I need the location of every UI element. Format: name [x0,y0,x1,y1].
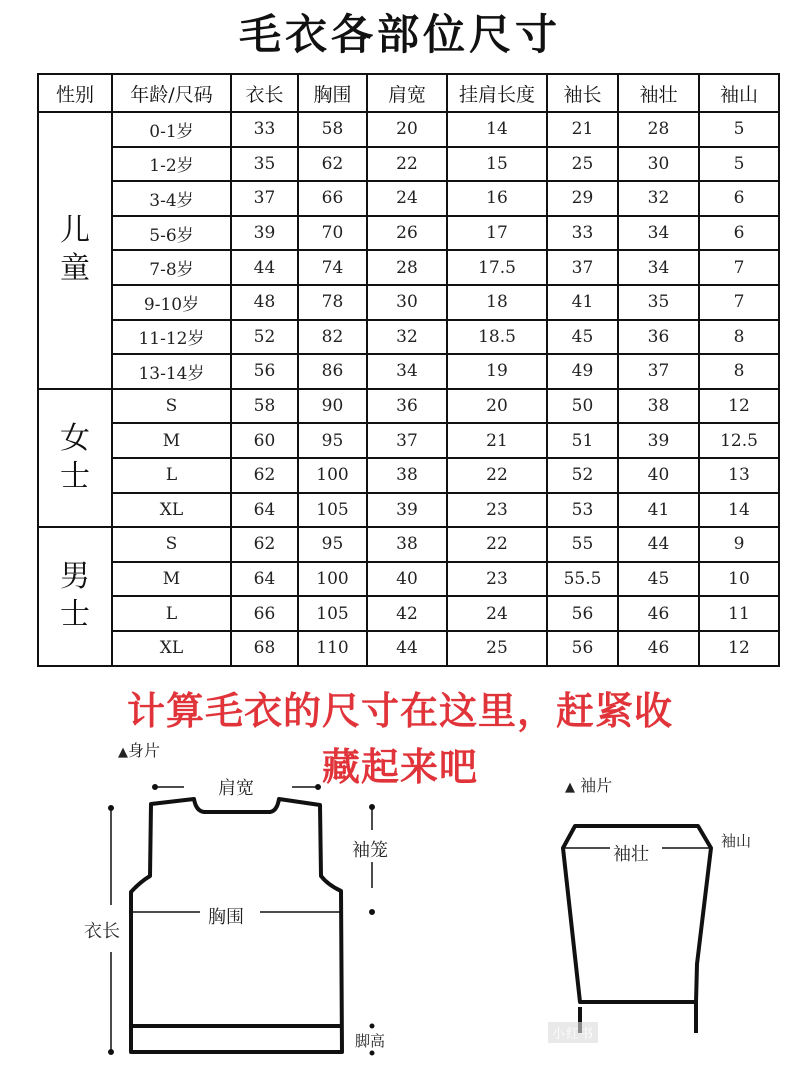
measurement-cell: 7 [699,250,779,285]
slogan-line-2: 藏起来吧 [321,745,478,789]
armhole-label: 袖笼 [352,840,388,861]
header-chest: 胸围 [298,74,367,112]
measurement-cell: 6 [699,181,779,216]
measurement-cell: 28 [367,250,447,285]
measurement-cell: 82 [298,320,367,355]
measurement-cell: 64 [231,493,298,528]
measurement-cell: 44 [367,631,447,666]
measurement-cell: 32 [618,181,699,216]
measurement-cell: 78 [298,285,367,320]
size-cell: 0-1岁 [112,112,231,147]
measurement-cell: 42 [367,596,447,631]
chest-label: 胸围 [208,907,244,928]
size-cell: 5-6岁 [112,216,231,251]
measurement-cell: 14 [447,112,547,147]
measurement-cell: 37 [618,354,699,389]
measurement-cell: 49 [547,354,618,389]
group-label: 儿 童 [38,112,112,389]
measurement-cell: 60 [231,423,298,458]
measurement-cell: 40 [618,458,699,493]
measurement-cell: 8 [699,354,779,389]
measurement-cell: 17 [447,216,547,251]
measurement-cell: 11 [699,596,779,631]
measurement-cell: 45 [618,562,699,597]
measurement-cell: 21 [547,112,618,147]
header-sleeve-cap: 袖山 [699,74,779,112]
measurement-cell: 55.5 [547,562,618,597]
size-cell: 1-2岁 [112,147,231,182]
measurement-cell: 37 [367,423,447,458]
measurement-cell: 18.5 [447,320,547,355]
sleeve-width-label: 袖壮 [613,844,649,865]
header-age-size: 年龄/尺码 [112,74,231,112]
triangle-up-icon: ▲ [565,780,575,795]
sleeve-cap-label: 袖山 [721,832,752,850]
measurement-cell: 29 [547,181,618,216]
measurement-cell: 17.5 [447,250,547,285]
measurement-cell: 9 [699,527,779,562]
measurement-cell: 35 [231,147,298,182]
header-shoulder: 肩宽 [367,74,447,112]
measurement-cell: 34 [367,354,447,389]
size-cell: S [112,389,231,424]
measurement-cell: 21 [447,423,547,458]
measurement-cell: 41 [618,493,699,528]
measurement-cell: 37 [231,181,298,216]
size-cell: M [112,423,231,458]
body-piece-caption: ▲身片 [118,741,161,760]
triangle-up-icon: ▲ [118,745,128,760]
measurement-cell: 23 [447,493,547,528]
measurement-cell: 20 [367,112,447,147]
measurement-cell: 46 [618,631,699,666]
measurement-cell: 38 [618,389,699,424]
measurement-cell: 100 [298,458,367,493]
measurement-cell: 33 [231,112,298,147]
measurement-cell: 62 [231,527,298,562]
measurement-cell: 39 [618,423,699,458]
measurement-cell: 50 [547,389,618,424]
measurement-cell: 70 [298,216,367,251]
header-length: 衣长 [231,74,298,112]
measurement-cell: 28 [618,112,699,147]
measurement-cell: 22 [447,458,547,493]
measurement-cell: 53 [547,493,618,528]
measurement-cell: 22 [367,147,447,182]
size-cell: M [112,562,231,597]
header-sleeve-length: 袖长 [547,74,618,112]
slogan-line-1: 计算毛衣的尺寸在这里，赶紧收 [126,689,673,733]
measurement-cell: 37 [547,250,618,285]
measurement-cell: 32 [367,320,447,355]
garment-length-label: 衣长 [84,921,120,942]
size-cell: S [112,527,231,562]
group-label: 男 士 [38,527,112,665]
measurement-cell: 100 [298,562,367,597]
measurement-cell: 56 [231,354,298,389]
measurement-cell: 41 [547,285,618,320]
measurement-cell: 25 [447,631,547,666]
hem-height-label: 脚高 [355,1032,386,1050]
measurement-cell: 45 [547,320,618,355]
measurement-cell: 55 [547,527,618,562]
measurement-cell: 48 [231,285,298,320]
measurement-cell: 95 [298,527,367,562]
sleeve-piece-diagram [563,826,711,1033]
measurement-cell: 46 [618,596,699,631]
measurement-cell: 36 [618,320,699,355]
header-gender: 性别 [38,74,112,112]
measurement-cell: 52 [231,320,298,355]
size-cell: L [112,596,231,631]
measurement-cell: 25 [547,147,618,182]
measurement-cell: 56 [547,596,618,631]
measurement-cell: 30 [367,285,447,320]
measurement-cell: 90 [298,389,367,424]
measurement-cell: 39 [367,493,447,528]
size-cell: 13-14岁 [112,354,231,389]
size-cell: 11-12岁 [112,320,231,355]
measurement-cell: 5 [699,112,779,147]
sleeve-piece-caption: ▲ 袖片 [565,776,613,795]
measurement-cell: 66 [298,181,367,216]
measurement-cell: 74 [298,250,367,285]
measurement-cell: 58 [298,112,367,147]
measurement-cell: 12.5 [699,423,779,458]
measurement-cell: 86 [298,354,367,389]
watermark: 小红书 [548,1022,598,1043]
measurement-cell: 62 [231,458,298,493]
measurement-cell: 38 [367,458,447,493]
measurement-cell: 19 [447,354,547,389]
size-cell: 9-10岁 [112,285,231,320]
measurement-cell: 56 [547,631,618,666]
size-cell: 7-8岁 [112,250,231,285]
measurement-cell: 14 [699,493,779,528]
measurement-cell: 58 [231,389,298,424]
measurement-cell: 66 [231,596,298,631]
measurement-cell: 44 [231,250,298,285]
measurement-cell: 105 [298,493,367,528]
size-cell: L [112,458,231,493]
measurement-cell: 8 [699,320,779,355]
measurement-cell: 16 [447,181,547,216]
measurement-cell: 68 [231,631,298,666]
measurement-cell: 36 [367,389,447,424]
measurement-cell: 33 [547,216,618,251]
measurement-cell: 13 [699,458,779,493]
measurement-cell: 24 [367,181,447,216]
measurement-cell: 44 [618,527,699,562]
measurement-cell: 26 [367,216,447,251]
measurement-cell: 38 [367,527,447,562]
measurement-cell: 10 [699,562,779,597]
measurement-cell: 105 [298,596,367,631]
measurement-cell: 64 [231,562,298,597]
measurement-cell: 18 [447,285,547,320]
measurement-cell: 7 [699,285,779,320]
measurement-cell: 62 [298,147,367,182]
measurement-cell: 12 [699,631,779,666]
header-sleeve-width: 袖壮 [618,74,699,112]
measurement-cell: 5 [699,147,779,182]
measurement-cell: 35 [618,285,699,320]
measurement-cell: 22 [447,527,547,562]
size-cell: XL [112,493,231,528]
measurement-cell: 95 [298,423,367,458]
measurement-cell: 110 [298,631,367,666]
measurement-cell: 40 [367,562,447,597]
measurement-cell: 15 [447,147,547,182]
measurement-cell: 30 [618,147,699,182]
measurement-cell: 20 [447,389,547,424]
measurement-cell: 34 [618,216,699,251]
group-label: 女 士 [38,389,112,527]
header-armhole-depth: 挂肩长度 [447,74,547,112]
measurement-cell: 34 [618,250,699,285]
body-piece-diagram [109,785,375,1056]
measurement-cell: 12 [699,389,779,424]
shoulder-width-label: 肩宽 [218,778,254,799]
measurement-cell: 39 [231,216,298,251]
page-title: 毛衣各部位尺寸 [238,10,561,59]
size-cell: XL [112,631,231,666]
measurement-cell: 51 [547,423,618,458]
size-cell: 3-4岁 [112,181,231,216]
measurement-cell: 23 [447,562,547,597]
measurement-cell: 6 [699,216,779,251]
measurement-cell: 24 [447,596,547,631]
measurement-cell: 52 [547,458,618,493]
